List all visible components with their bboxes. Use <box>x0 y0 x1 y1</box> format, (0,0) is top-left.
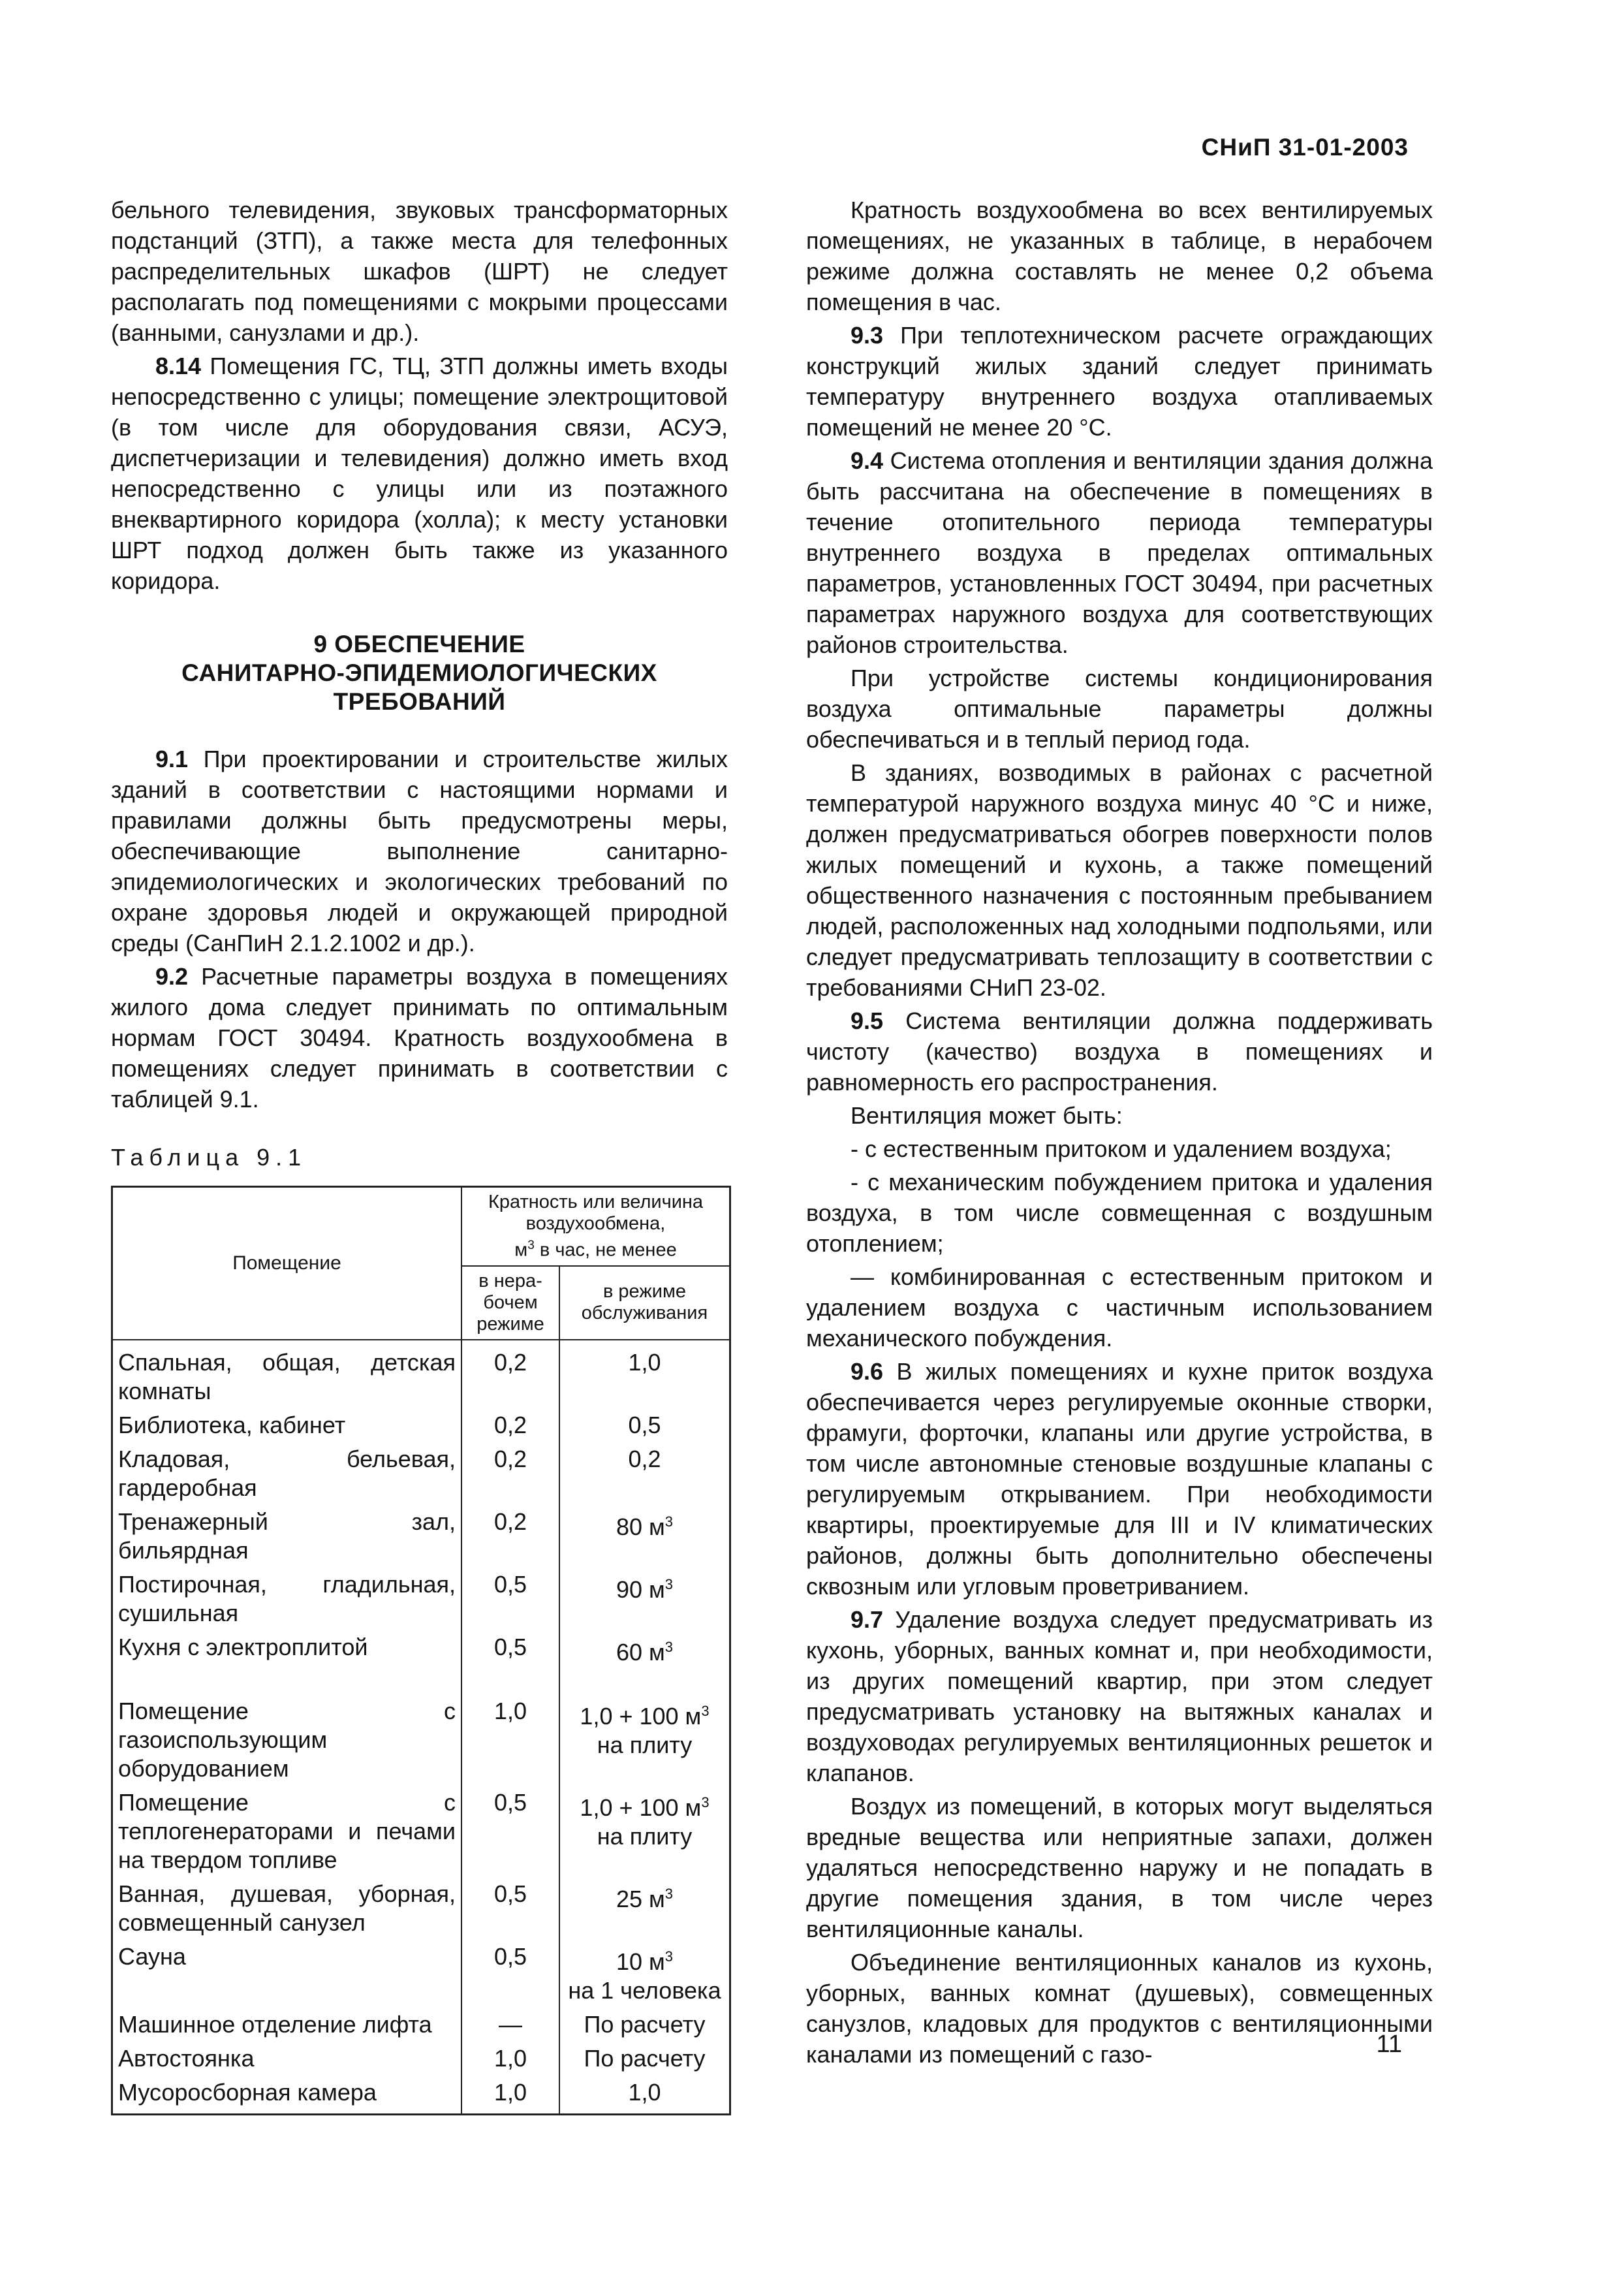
paragraph-9-6 <box>806 1356 1433 1602</box>
clause-text: Система отопления и вентиляции здания должна быть рассчитана на обеспечение в помещениях в течение отопительного периода температуры внутреннего воздуха в пределах оптимальных параметров, установленных ГОСТ 30494, при расчетных параметрах наружного воздуха для соответствующих районов строительства. <box>806 447 1433 658</box>
superscript: 3 <box>527 1239 535 1252</box>
service-value: 1,0 + 100 м <box>580 1702 702 1730</box>
idle-cell: 0,2 <box>461 1408 559 1442</box>
list-item: — комбинированная с естественным притоком и удалением воздуха с частичным использованием механического побуждения. <box>806 1263 1433 1352</box>
paragraph-9-5 <box>806 1005 1433 1098</box>
table-row <box>112 2042 730 2076</box>
header-idle-line: в нера- <box>478 1270 542 1291</box>
section-title <box>111 630 728 716</box>
idle-cell: 0,5 <box>461 1940 559 2008</box>
paragraph-9-7 <box>806 1604 1433 1788</box>
clause-number: 9.3 <box>851 322 884 349</box>
clause-text: Система вентиляции должна поддерживать чистоту (качество) воздуха в помещениях и равномерность его распространения. <box>806 1007 1433 1096</box>
service-value: 1,0 + 100 м <box>580 1794 702 1821</box>
service-cell <box>559 1568 730 1630</box>
clause-number: 9.5 <box>851 1007 884 1034</box>
idle-cell: 1,0 <box>461 2042 559 2076</box>
table-row <box>112 1877 730 1940</box>
superscript: 3 <box>701 1794 710 1811</box>
table-caption: Таблица 9.1 <box>111 1144 307 1171</box>
header-idle <box>461 1266 559 1340</box>
table-row <box>112 1940 730 2008</box>
idle-cell: — <box>461 2008 559 2042</box>
table-row <box>112 1505 730 1568</box>
idle-cell: 0,5 <box>461 1877 559 1940</box>
room-cell: Мусоросборная камера <box>112 2076 462 2115</box>
paragraph: В зданиях, возводимых в районах с расчетной температурой наружного воздуха минус 40 °С и ниже, должен предусматриваться обогрев поверхности полов жилых помещений и кухонь, а также помещений общественного назначения с постоянным пребыванием людей, расположенных над холодными подпольями, или следует предусматривать теплозащиту в соответствии с требованиями СНиП 23-02. <box>806 759 1433 1001</box>
service-cell: 0,2 <box>559 1442 730 1505</box>
service-cell <box>559 1940 730 2008</box>
section-title-line: ТРЕБОВАНИЙ <box>333 688 506 715</box>
room-cell: Ванная, душевая, уборная, совмещенный санузел <box>112 1877 462 1940</box>
superscript: 3 <box>664 1638 674 1655</box>
room-cell: Спальная, общая, детская комнаты <box>112 1340 462 1408</box>
list-item: - с механическим побуждением притока и удаления воздуха, в том числе совмещенная с воздушным отоплением; <box>806 1169 1433 1257</box>
header-group-line: воздухообмена, <box>525 1213 666 1234</box>
header-group-line: в час, не менее <box>534 1239 677 1261</box>
idle-cell: 0,2 <box>461 1505 559 1568</box>
service-value: на плиту <box>597 1822 693 1850</box>
clause-text: В жилых помещениях и кухне приток воздуха обеспечивается через регулируемые оконные створки, фрамуги, форточки, клапаны или другие устройства, в том числе автономные стеновые воздушные клапаны с регулируемым открыванием. При необходимости квартиры, проектируемые для III и IV климатических районов, должны быть дополнительно обеспечены сквозным или угловым проветриванием. <box>806 1358 1433 1600</box>
table-row <box>112 1442 730 1505</box>
room-cell: Кладовая, бельевая, гардеробная <box>112 1442 462 1505</box>
room-cell: Автостоянка <box>112 2042 462 2076</box>
clause-number: 9.4 <box>851 447 884 474</box>
service-value: 25 м <box>616 1885 665 1912</box>
header-group <box>461 1187 730 1266</box>
room-cell: Помещение с газоиспользующим оборудованием <box>112 1694 462 1786</box>
table-row <box>112 1694 730 1786</box>
section-title-line: 9 ОБЕСПЕЧЕНИЕ <box>313 631 525 657</box>
idle-cell: 1,0 <box>461 1694 559 1786</box>
table-row <box>112 1568 730 1630</box>
intro-paragraph: бельного телевидения, звуковых трансформаторных подстанций (ЗТП), а также места для телефонных распределительных шкафов (ШРТ) не следует располагать под помещениями с мокрыми процессами (ванными, санузлами и др.). <box>111 197 728 346</box>
list-item: - с естественным притоком и удалением воздуха; <box>851 1135 1392 1162</box>
idle-cell: 0,5 <box>461 1630 559 1694</box>
paragraph: Воздух из помещений, в которых могут выделяться вредные вещества или неприятные запахи, должен удаляться непосредственно наружу и не попадать в другие помещения здания, в том числе через вентиляционные каналы. <box>806 1793 1433 1942</box>
paragraph: Объединение вентиляционных каналов из кухонь, уборных, ванных комнат (душевых), совмещенных санузлов, кладовых для продуктов с вентиляционными каналами из помещений с газо- <box>806 1949 1433 2068</box>
header-service-line: в режиме <box>602 1281 687 1303</box>
table-row <box>112 2076 730 2115</box>
service-cell: По расчету <box>559 2008 730 2042</box>
idle-cell: 0,2 <box>461 1442 559 1505</box>
service-value: 90 м <box>616 1575 665 1603</box>
clause-number: 9.7 <box>851 1606 884 1633</box>
service-value: на 1 человека <box>568 1976 721 2004</box>
service-cell: 0,5 <box>559 1408 730 1442</box>
header-group-line: Кратность или величина <box>488 1192 704 1212</box>
clause-number: 9.1 <box>155 746 189 772</box>
paragraph: Вентиляция может быть: <box>851 1102 1123 1129</box>
service-cell: 1,0 <box>559 2076 730 2115</box>
superscript: 3 <box>664 1885 674 1902</box>
room-cell: Постирочная, гладильная, сушильная <box>112 1568 462 1630</box>
service-value: на плиту <box>597 1731 693 1758</box>
section-title-line: САНИТАРНО-ЭПИДЕМИОЛОГИЧЕСКИХ <box>181 659 657 686</box>
paragraph-9-1 <box>111 744 728 958</box>
header-service <box>559 1266 730 1340</box>
service-cell <box>559 1505 730 1568</box>
service-cell <box>559 1786 730 1877</box>
superscript: 3 <box>701 1702 710 1719</box>
table-row <box>112 1786 730 1877</box>
ventilation-table <box>111 1186 731 2115</box>
table-row <box>112 1340 730 1408</box>
clause-text: При теплотехническом расчете ограждающих конструкций жилых зданий следует принимать температуру внутреннего воздуха отапливаемых помещений не менее 20 °С. <box>806 322 1433 441</box>
page-number: 11 <box>1376 2031 1402 2058</box>
table-row <box>112 1630 730 1694</box>
room-cell: Тренажерный зал, бильярдная <box>112 1505 462 1568</box>
clause-number: 9.2 <box>155 963 189 990</box>
paragraph-9-2 <box>111 961 728 1115</box>
table-row <box>112 2008 730 2042</box>
idle-cell: 0,5 <box>461 1568 559 1630</box>
paragraph: При устройстве системы кондиционирования воздуха оптимальные параметры должны обеспечиваться и в теплый период года. <box>806 665 1433 753</box>
clause-text: Расчетные параметры воздуха в помещениях жилого дома следует принимать по оптимальным нормам ГОСТ 30494. Кратность воздухообмена в помещениях следует принимать в соответствии с таблицей 9.1. <box>111 963 728 1113</box>
paragraph-9-3 <box>806 320 1433 443</box>
paragraph: Кратность воздухообмена во всех вентилируемых помещениях, не указанных в таблице, в нерабочем режиме должна составлять не менее 0,2 объема помещения в час. <box>806 197 1433 315</box>
service-cell: 1,0 <box>559 1340 730 1408</box>
header-service-line: обслуживания <box>581 1303 708 1324</box>
service-cell: По расчету <box>559 2042 730 2076</box>
room-cell: Машинное отделение лифта <box>112 2008 462 2042</box>
header-room: Помещение <box>112 1187 462 1340</box>
right-column <box>806 195 1433 2070</box>
service-cell <box>559 1630 730 1694</box>
paragraph-9-4 <box>806 445 1433 660</box>
room-cell: Кухня с электроплитой <box>112 1630 462 1694</box>
superscript: 3 <box>664 1948 674 1965</box>
room-cell: Сауна <box>112 1940 462 2008</box>
service-value: 60 м <box>616 1638 665 1666</box>
left-column <box>111 195 728 2115</box>
service-cell <box>559 1694 730 1786</box>
superscript: 3 <box>664 1575 674 1592</box>
idle-cell: 1,0 <box>461 2076 559 2115</box>
clause-text: Помещения ГС, ТЦ, ЗТП должны иметь входы непосредственно с улицы; помещение электрощитовой (в том числе для оборудования связи, АСУЭ, диспетчеризации и телевидения) должно иметь вход непосредственно с улицы или из поэтажного внеквартирного коридора (холла); к месту установки ШРТ подход должен быть также из указанного коридора. <box>111 353 728 594</box>
clause-text: При проектировании и строительстве жилых зданий в соответствии с настоящими нормами и правилами должны быть предусмотрены меры, обеспечивающие выполнение санитарно-эпидемиологических и экологических требований по охране здоровья людей и окружающей природной среды (СанПиН 2.1.2.1002 и др.). <box>111 746 728 957</box>
room-cell: Библиотека, кабинет <box>112 1408 462 1442</box>
header-group-line: м <box>514 1239 528 1261</box>
header-idle-line: бочем <box>483 1291 538 1313</box>
superscript: 3 <box>664 1513 674 1530</box>
clause-text: Удаление воздуха следует предусматривать из кухонь, уборных, ванных комнат и, при необходимости, из других помещений квартир, при этом следует предусматривать установку на вытяжных каналах и воздуховодах регулируемых вентиляционных решеток и клапанов. <box>806 1606 1433 1786</box>
header-idle-line: режиме <box>476 1313 544 1335</box>
document-code-header: СНиП 31-01-2003 <box>1201 134 1409 161</box>
clause-number: 9.6 <box>851 1358 884 1385</box>
paragraph-8-14 <box>111 351 728 596</box>
clause-number: 8.14 <box>155 353 202 379</box>
service-value: 10 м <box>616 1948 665 1975</box>
service-cell <box>559 1877 730 1940</box>
room-cell: Помещение с теплогенераторами и печами на твердом топливе <box>112 1786 462 1877</box>
idle-cell: 0,2 <box>461 1340 559 1408</box>
service-value: 80 м <box>616 1513 665 1540</box>
idle-cell: 0,5 <box>461 1786 559 1877</box>
table-row <box>112 1408 730 1442</box>
